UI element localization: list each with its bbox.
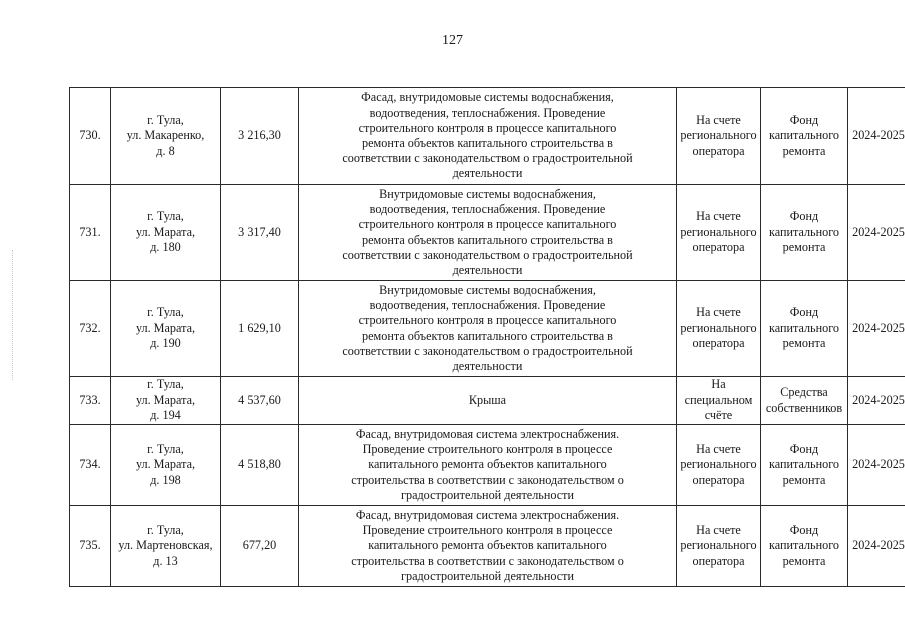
text-line: строительного контроля в процессе капитального: [358, 217, 617, 232]
text-line: строительства в соответствии с законодательством о: [351, 472, 624, 487]
area-cell: 1 629,10: [221, 281, 299, 377]
registry-body: [70, 88, 905, 587]
table-row: [70, 88, 905, 185]
text-line: ремонта: [782, 336, 826, 351]
page-number: 127: [442, 33, 463, 48]
text-line: г. Тула,: [147, 522, 184, 537]
text-line: г. Тула,: [147, 305, 184, 320]
text-line: водоотведения, теплоснабжения. Проведение: [369, 298, 606, 313]
funding-source-cell: [761, 377, 848, 425]
text-line: Фасад, внутридомовые системы водоснабжения,: [361, 90, 614, 105]
text-line: счёте: [704, 408, 733, 423]
text-line: ул. Марата,: [135, 320, 196, 335]
text-line: регионального: [680, 320, 757, 335]
text-line: ул. Марата,: [135, 457, 196, 472]
repair-registry-table: [69, 87, 905, 587]
funding-source-cell: [761, 281, 848, 377]
text-line: капитального ремонта объектов капитального: [368, 538, 607, 553]
text-line: д. 198: [150, 472, 181, 487]
table-row: [70, 185, 905, 281]
text-line: соответствии с законодательством о градостроительной: [342, 343, 633, 358]
text-line: д. 194: [150, 408, 181, 423]
area-cell: 677,20: [221, 506, 299, 587]
row-number-cell: 733.: [70, 377, 111, 425]
text-line: оператора: [692, 553, 745, 568]
row-number-cell: 731.: [70, 185, 111, 281]
account-cell: [677, 425, 761, 506]
text-line: ул. Марата,: [135, 224, 196, 239]
text-line: строительного контроля в процессе капитального: [358, 120, 617, 135]
text-line: регионального: [680, 224, 757, 239]
text-line: Фонд: [789, 209, 819, 224]
work-description-cell: [299, 377, 677, 425]
text-line: Фасад, внутридомовая система электроснабжения.: [355, 426, 620, 441]
text-line: На счете: [696, 441, 741, 456]
text-line: д. 8: [156, 143, 175, 158]
text-line: На счете: [696, 209, 741, 224]
account-cell: [677, 506, 761, 587]
period-cell: 2024-2025: [848, 281, 905, 377]
period-cell: 2024-2025: [848, 377, 905, 425]
text-line: ремонта: [782, 553, 826, 568]
row-number-cell: 734.: [70, 425, 111, 506]
text-line: деятельности: [452, 262, 523, 277]
table-row: [70, 425, 905, 506]
text-line: Фонд: [789, 522, 819, 537]
text-line: ремонта объектов капитального строительства в: [362, 232, 613, 247]
table-row: [70, 281, 905, 377]
area-cell: 3 317,40: [221, 185, 299, 281]
address-cell: [111, 281, 221, 377]
period-cell: 2024-2025: [848, 88, 905, 185]
work-description-cell: [299, 506, 677, 587]
work-description-cell: [299, 88, 677, 185]
text-line: Проведение строительного контроля в процессе: [362, 523, 613, 538]
text-line: деятельности: [452, 358, 523, 373]
text-line: д. 13: [153, 553, 178, 568]
text-line: регионального: [680, 538, 757, 553]
text-line: г. Тула,: [147, 441, 184, 456]
text-line: регионального: [680, 457, 757, 472]
table-row: [70, 377, 905, 425]
work-description-cell: [299, 281, 677, 377]
text-line: градостроительной деятельности: [400, 487, 575, 502]
text-line: капитального: [768, 320, 840, 335]
text-line: г. Тула,: [147, 112, 184, 127]
funding-source-cell: [761, 506, 848, 587]
area-cell: 4 537,60: [221, 377, 299, 425]
row-number-cell: 732.: [70, 281, 111, 377]
text-line: ремонта: [782, 472, 826, 487]
text-line: На счете: [696, 522, 741, 537]
account-cell: [677, 88, 761, 185]
text-line: Фонд: [789, 305, 819, 320]
row-number-cell: 730.: [70, 88, 111, 185]
account-cell: [677, 185, 761, 281]
text-line: капитального: [768, 128, 840, 143]
table-row: [70, 506, 905, 587]
text-line: капитального: [768, 224, 840, 239]
text-line: ул. Мартеновская,: [118, 538, 213, 553]
address-cell: [111, 425, 221, 506]
text-line: строительного контроля в процессе капитального: [358, 313, 617, 328]
text-line: Внутридомовые системы водоснабжения,: [379, 282, 596, 297]
address-cell: [111, 88, 221, 185]
text-line: регионального: [680, 128, 757, 143]
text-line: ул. Макаренко,: [126, 128, 205, 143]
row-number-cell: 735.: [70, 506, 111, 587]
funding-source-cell: [761, 425, 848, 506]
text-line: Фасад, внутридомовая система электроснабжения.: [355, 507, 620, 522]
text-line: На: [711, 377, 726, 392]
text-line: водоотведения, теплоснабжения. Проведение: [369, 202, 606, 217]
text-line: ремонта: [782, 143, 826, 158]
text-line: оператора: [692, 336, 745, 351]
area-cell: 3 216,30: [221, 88, 299, 185]
text-line: оператора: [692, 472, 745, 487]
text-line: На счете: [696, 112, 741, 127]
work-description-cell: [299, 185, 677, 281]
text-line: соответствии с законодательством о градостроительной: [342, 247, 633, 262]
text-line: капитального: [768, 457, 840, 472]
text-line: строительства в соответствии с законодательством о: [351, 553, 624, 568]
text-line: Крыша: [468, 392, 507, 407]
text-line: оператора: [692, 143, 745, 158]
text-line: ул. Марата,: [135, 392, 196, 407]
period-cell: 2024-2025: [848, 425, 905, 506]
text-line: капитального ремонта объектов капитального: [368, 457, 607, 472]
area-cell: 4 518,80: [221, 425, 299, 506]
text-line: г. Тула,: [147, 377, 184, 392]
address-cell: [111, 377, 221, 425]
text-line: Средства: [780, 385, 828, 400]
text-line: градостроительной деятельности: [400, 568, 575, 583]
account-cell: [677, 377, 761, 425]
text-line: капитального: [768, 538, 840, 553]
text-line: специальном: [684, 392, 753, 407]
text-line: соответствии с законодательством о градостроительной: [342, 151, 633, 166]
text-line: д. 190: [150, 336, 181, 351]
text-line: ремонта объектов капитального строительства в: [362, 328, 613, 343]
address-cell: [111, 506, 221, 587]
text-line: ремонта объектов капитального строительства в: [362, 136, 613, 150]
address-cell: [111, 185, 221, 281]
text-line: г. Тула,: [147, 209, 184, 224]
work-description-cell: [299, 425, 677, 506]
text-line: Фонд: [789, 441, 819, 456]
text-line: ремонта: [782, 240, 826, 255]
account-cell: [677, 281, 761, 377]
text-line: водоотведения, теплоснабжения. Проведение: [369, 105, 606, 120]
text-line: деятельности: [452, 166, 523, 181]
text-line: Проведение строительного контроля в процессе: [362, 442, 613, 457]
period-cell: 2024-2025: [848, 506, 905, 587]
funding-source-cell: [761, 185, 848, 281]
text-line: Фонд: [789, 112, 819, 127]
text-line: д. 180: [150, 240, 181, 255]
funding-source-cell: [761, 88, 848, 185]
text-line: На счете: [696, 305, 741, 320]
text-line: Внутридомовые системы водоснабжения,: [379, 186, 596, 201]
margin-scan-marks: [12, 250, 15, 380]
period-cell: 2024-2025: [848, 185, 905, 281]
text-line: собственников: [765, 400, 843, 415]
text-line: оператора: [692, 240, 745, 255]
